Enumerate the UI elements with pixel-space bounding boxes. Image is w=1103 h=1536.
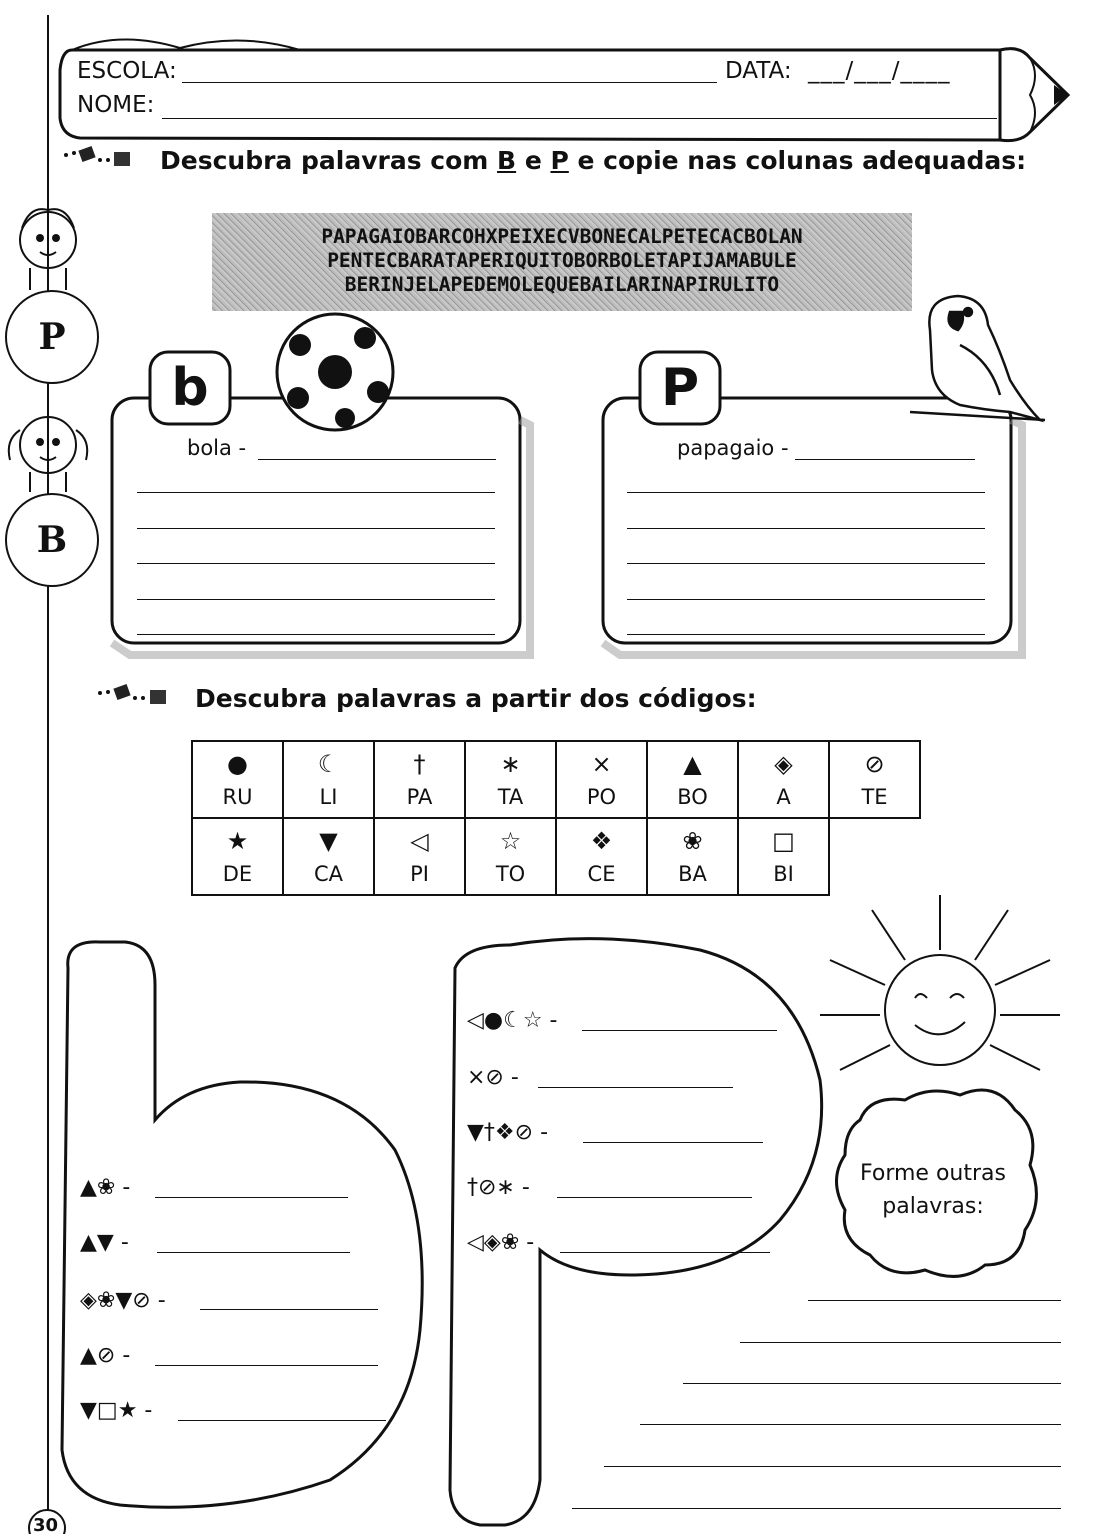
word-search-row: PENTECBARATAPERIQUITOBORBOLETAPIJAMABULE xyxy=(327,249,797,272)
answer-line[interactable] xyxy=(155,1197,348,1198)
date-field[interactable]: ___/___/____ xyxy=(808,58,951,84)
answer-line[interactable] xyxy=(137,528,495,529)
puzzle-p: ▼†❖⊘ - xyxy=(467,1120,549,1145)
answer-line[interactable] xyxy=(560,1252,770,1253)
code-table xyxy=(191,740,921,896)
code-symbol: □ xyxy=(772,826,795,855)
code-cell xyxy=(374,818,465,895)
instruction-2: Descubra palavras a partir dos códigos: xyxy=(195,684,757,713)
code-symbol: ☾ xyxy=(317,749,340,778)
code-syllable: DE xyxy=(222,861,253,886)
answer-line[interactable] xyxy=(137,599,495,600)
word-search xyxy=(212,213,912,311)
code-symbol: ❖ xyxy=(590,826,613,855)
code-row xyxy=(192,741,920,818)
puzzle-p: ×⊘ - xyxy=(467,1065,519,1090)
code-cell xyxy=(192,818,283,895)
code-symbol: ★ xyxy=(226,826,249,855)
bullet-icon xyxy=(98,684,166,704)
code-syllable: TO xyxy=(495,861,526,886)
code-syllable: A xyxy=(776,784,791,809)
code-syllable: BO xyxy=(677,784,708,809)
cloud-text xyxy=(843,1157,1023,1223)
code-cell xyxy=(647,741,738,818)
empty-cell xyxy=(829,818,920,895)
code-syllable: TE xyxy=(861,784,888,809)
box-b-example: bola - xyxy=(187,436,247,460)
code-syllable: PI xyxy=(410,861,429,886)
code-symbol: ∗ xyxy=(500,749,521,778)
code-cell xyxy=(374,741,465,818)
code-row xyxy=(192,818,920,895)
code-symbol: ☆ xyxy=(499,826,522,855)
word-search-row: PAPAGAIOBARCOHXPEIXECVBONECALPETECACBOLAN xyxy=(321,225,803,248)
answer-line[interactable] xyxy=(627,563,985,564)
puzzle-p: ◁●☾☆ - xyxy=(467,1008,558,1033)
instruction-1: Descubra palavras com B e P e copie nas colunas adequadas: xyxy=(160,146,1027,175)
code-cell xyxy=(465,741,556,818)
sun-drawing xyxy=(820,895,1060,1070)
answer-line[interactable] xyxy=(627,492,985,493)
code-symbol: ⊘ xyxy=(864,749,885,778)
code-syllable: RU xyxy=(222,784,253,809)
answer-line[interactable] xyxy=(683,1383,1061,1384)
code-syllable: PA xyxy=(406,784,433,809)
code-symbol: × xyxy=(591,749,612,778)
code-cell xyxy=(465,818,556,895)
code-symbol: ● xyxy=(227,749,248,778)
answer-line[interactable] xyxy=(538,1087,733,1088)
word-search-row: BERINJELAPEDEMOLEQUEBAILARINAPIRULITO xyxy=(344,273,780,296)
answer-line[interactable] xyxy=(157,1252,350,1253)
date-label: DATA: xyxy=(725,58,792,84)
side-letter-b: B xyxy=(5,493,99,587)
answer-line[interactable] xyxy=(627,599,985,600)
box-b-tab: b xyxy=(171,358,209,418)
answer-line[interactable] xyxy=(572,1508,1061,1509)
answer-line[interactable] xyxy=(583,1142,763,1143)
puzzle-b: ▲⊘ - xyxy=(80,1343,131,1368)
code-syllable: CA xyxy=(313,861,344,886)
box-p-tab: P xyxy=(660,358,700,418)
answer-line[interactable] xyxy=(137,492,495,493)
code-symbol: ▼ xyxy=(319,826,338,855)
code-cell xyxy=(283,741,374,818)
puzzle-b: ◈❀▼⊘ - xyxy=(80,1288,166,1313)
code-cell xyxy=(829,741,920,818)
name-label: NOME: xyxy=(77,92,155,118)
box-p-example: papagaio - xyxy=(677,436,789,460)
school-label: ESCOLA: xyxy=(77,58,177,84)
bullet-icon xyxy=(64,146,130,166)
answer-line[interactable] xyxy=(200,1309,378,1310)
code-syllable: CE xyxy=(587,861,616,886)
code-symbol: ◁ xyxy=(410,826,429,855)
page-number: 30 xyxy=(33,1515,59,1536)
code-cell xyxy=(192,741,283,818)
ball-drawing xyxy=(277,314,393,430)
puzzle-b: ▼□★ - xyxy=(80,1398,153,1423)
cloud-line: Forme outras xyxy=(860,1161,1006,1186)
cloud-line: palavras: xyxy=(882,1194,984,1219)
code-symbol: ▲ xyxy=(683,749,702,778)
answer-line[interactable] xyxy=(178,1420,386,1421)
code-cell xyxy=(283,818,374,895)
code-syllable: TA xyxy=(497,784,524,809)
answer-line[interactable] xyxy=(137,563,495,564)
school-field[interactable] xyxy=(182,82,717,83)
answer-line[interactable] xyxy=(640,1424,1061,1425)
code-symbol: ◈ xyxy=(774,749,793,778)
code-cell xyxy=(738,741,829,818)
answer-line[interactable] xyxy=(155,1365,378,1366)
answer-line[interactable] xyxy=(137,634,495,635)
answer-line[interactable] xyxy=(604,1466,1061,1467)
answer-line[interactable] xyxy=(582,1030,777,1031)
code-syllable: PO xyxy=(586,784,617,809)
puzzle-p: ◁◈❀ - xyxy=(467,1230,535,1255)
puzzle-b: ▲❀ - xyxy=(80,1175,131,1200)
answer-line[interactable] xyxy=(808,1300,1061,1301)
code-symbol: † xyxy=(413,749,426,778)
answer-line[interactable] xyxy=(740,1342,1061,1343)
code-syllable: BA xyxy=(678,861,707,886)
answer-line[interactable] xyxy=(795,459,975,460)
code-cell xyxy=(556,741,647,818)
answer-line[interactable] xyxy=(557,1197,752,1198)
code-symbol: ❀ xyxy=(682,826,703,855)
puzzle-b: ▲▼ - xyxy=(80,1230,129,1255)
name-field[interactable] xyxy=(162,118,997,119)
code-cell xyxy=(556,818,647,895)
code-cell xyxy=(738,818,829,895)
code-syllable: BI xyxy=(773,861,794,886)
answer-line[interactable] xyxy=(258,459,496,460)
code-syllable: LI xyxy=(319,784,338,809)
code-cell xyxy=(647,818,738,895)
answer-line[interactable] xyxy=(627,634,985,635)
puzzle-p: †⊘∗ - xyxy=(467,1175,530,1200)
side-letter-p: P xyxy=(5,290,99,384)
answer-line[interactable] xyxy=(627,528,985,529)
